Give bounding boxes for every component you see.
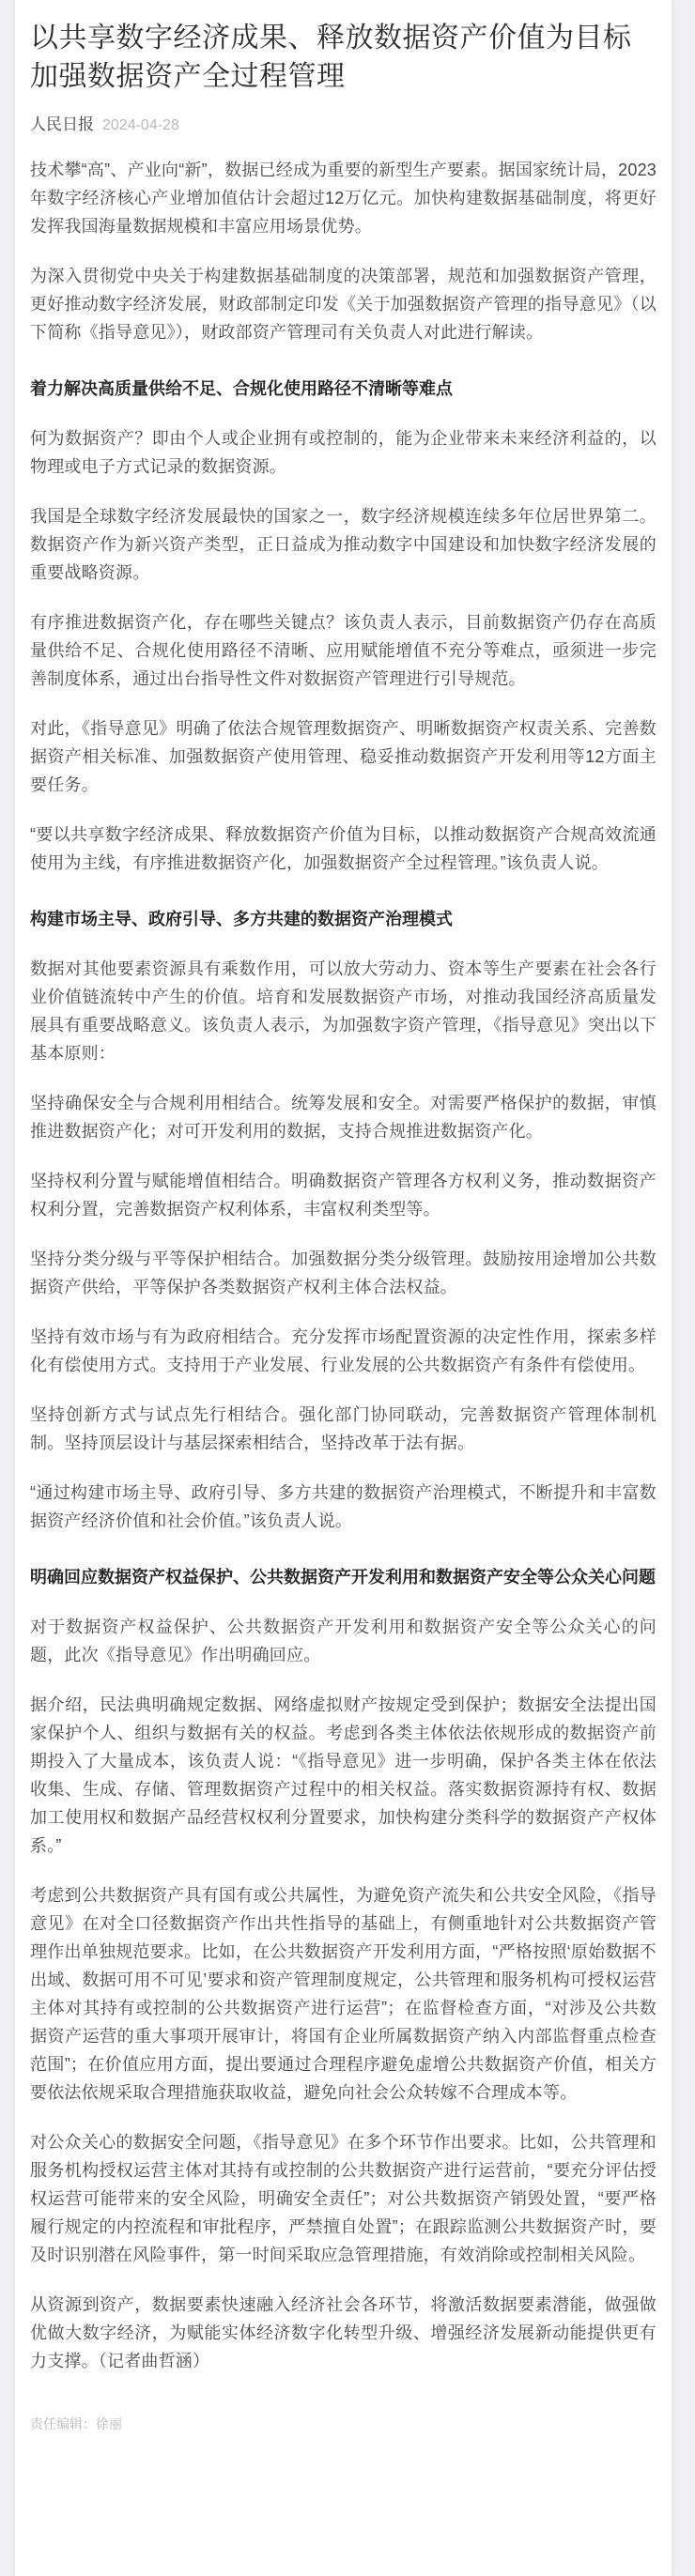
article-body <box>30 156 656 2375</box>
article-paragraph: 有序推进数据资产化，存在哪些关键点？该负责人表示，目前数据资产仍存在高质量供给不足、合规化使用路径不清晰、应用赋能增值不充分等难点，亟须进一步完善制度体系，通过出台指导性文件对数据资产管理进行引导规范。 <box>30 613 656 688</box>
article-paragraph: 对于数据资产权益保护、公共数据资产开发利用和数据资产安全等公众关心的问题，此次《指导意见》作出明确回应。 <box>30 1618 656 1664</box>
article-title: 以共享数字经济成果、释放数据资产价值为目标 加强数据资产全过程管理 <box>30 23 632 92</box>
article-card <box>15 0 672 2576</box>
article-paragraph: 据介绍，民法典明确规定数据、网络虚拟财产按规定受到保护；数据安全法提出国家保护个人、组织与数据有关的权益。考虑到各类主体依法依规形成的数据资产前期投入了大量成本，该负责人说：“《指导意见》进一步明确，保护各类主体在依法收集、生成、存储、管理数据资产过程中的相关权益。落实数据资源持有权、数据加工使用权和数据产品经营权权利分置要求，加快构建分类科学的数据资产产权体系。” <box>30 1695 656 1855</box>
section-heading: 构建市场主导、政府引导、多方共建的数据资产治理模式 <box>30 910 453 928</box>
article-paragraph: 坚持有效市场与有为政府相结合。充分发挥市场配置资源的决定性作用，探索多样化有偿使用方式。支持用于产业发展、行业发展的公共数据资产有条件有偿使用。 <box>30 1327 656 1374</box>
article-paragraph: 对公众关心的数据安全问题，《指导意见》在多个环节作出要求。比如，公共管理和服务机构授权运营主体对其持有或控制的公共数据资产进行运营前，“要充分评估授权运营可能带来的安全风险，明确安全责任”；对公共数据资产销毁处置，“要严格履行规定的内控流程和审批程序，严禁擅自处置”；在跟踪监测公共数据资产时，要及时识别潜在风险事件，第一时间采取应急管理措施，有效消除或控制相关风险。 <box>30 2133 656 2264</box>
publish-date: 2024-04-28 <box>102 117 179 133</box>
section-heading: 明确回应数据资产权益保护、公共数据资产开发利用和数据资产安全等公众关心问题 <box>30 1568 656 1587</box>
article-paragraph: “通过构建市场主导、政府引导、多方共建的数据资产治理模式，不断提升和丰富数据资产经济价值和社会价值。”该负责人说。 <box>30 1483 656 1530</box>
article-paragraph: 考虑到公共数据资产具有国有或公共属性，为避免资产流失和公共安全风险，《指导意见》在对全口径数据资产作出共性指导的基础上，有侧重地针对公共数据资产管理作出单独规范要求。比如，在公共数据资产开发利用方面，“严格按照‘原始数据不出域、数据可用不可见’要求和资产管理制度规定，公共管理和服务机构可授权运营主体对其持有或控制的公共数据资产进行运营”；在监督检查方面，“对涉及公共数据资产运营的重大事项开展审计，将国有企业所属数据资产纳入内部监督重点检查范围”；在价值应用方面，提出要通过合理程序避免虚增公共数据资产价值，相关方要依法依规采取合理措施获取收益，避免向社会公众转嫁不合理成本等。 <box>30 1886 656 2102</box>
article-paragraph: 我国是全球数字经济发展最快的国家之一，数字经济规模连续多年位居世界第二。数据资产作为新兴资产类型，正日益成为推动数字中国建设和加快数字经济发展的重要战略资源。 <box>30 507 656 582</box>
article-paragraph: 坚持分类分级与平等保护相结合。加强数据分类分级管理。鼓励按用途增加公共数据资产供给，平等保护各类数据资产权利主体合法权益。 <box>30 1250 656 1296</box>
section-heading: 着力解决高质量供给不足、合规化使用路径不清晰等难点 <box>30 379 453 398</box>
article-paragraph: 坚持创新方式与试点先行相结合。强化部门协同联动，完善数据资产管理体制机制。坚持顶层设计与基层探索相结合，坚持改革于法有据。 <box>30 1405 656 1452</box>
article-paragraph: 何为数据资产？即由个人或企业拥有或控制的，能为企业带来未来经济利益的，以物理或电子方式记录的数据资源。 <box>30 429 656 476</box>
article-paragraph: 坚持确保安全与合规利用相结合。统筹发展和安全。对需要严格保护的数据，审慎推进数据资产化；对可开发利用的数据，支持合规推进数据资产化。 <box>30 1094 656 1141</box>
article-paragraph: 对此，《指导意见》明确了依法合规管理数据资产、明晰数据资产权责关系、完善数据资产相关标准、加强数据资产使用管理、稳妥推动数据资产开发利用等12方面主要任务。 <box>30 719 656 794</box>
article-meta <box>30 111 656 134</box>
article-paragraph: 数据对其他要素资源具有乘数作用，可以放大劳动力、资本等生产要素在社会各行业价值链流转中产生的价值。培育和发展数据资产市场，对推动我国经济高质量发展具有重要战略意义。该负责人表示，为加强数字资产管理，《指导意见》突出以下基本原则： <box>30 959 656 1063</box>
article-paragraph: 技术攀“高”、产业向“新”，数据已经成为重要的新型生产要素。据国家统计局，2023年数字经济核心产业增加值估计会超过12万亿元。加快构建数据基础制度，将更好发挥我国海量数据规模和丰富应用场景优势。 <box>30 161 656 236</box>
editor-note: 责任编辑：徐丽 <box>30 2416 122 2431</box>
article-paragraph: 坚持权利分置与赋能增值相结合。明确数据资产管理各方权利义务，推动数据资产权利分置，完善数据资产权利体系，丰富权利类型等。 <box>30 1172 656 1219</box>
source-name: 人民日报 <box>30 115 94 133</box>
article-paragraph: 为深入贯彻党中央关于构建数据基础制度的决策部署，规范和加强数据资产管理，更好推动数字经济发展，财政部制定印发《关于加强数据资产管理的指导意见》（以下简称《指导意见》），财政部资产管理司有关负责人对此进行解读。 <box>30 267 656 342</box>
article-paragraph: 从资源到资产，数据要素快速融入经济社会各环节，将激活数据要素潜能，做强做优做大数字经济，为赋能实体经济数字化转型升级、增强经济发展新动能提供更有力支撑。（记者曲哲涵） <box>30 2295 656 2370</box>
article-paragraph: “要以共享数字经济成果、释放数据资产价值为目标，以推动数据资产合规高效流通使用为主线，有序推进数据资产化，加强数据资产全过程管理。”该负责人说。 <box>30 825 656 872</box>
